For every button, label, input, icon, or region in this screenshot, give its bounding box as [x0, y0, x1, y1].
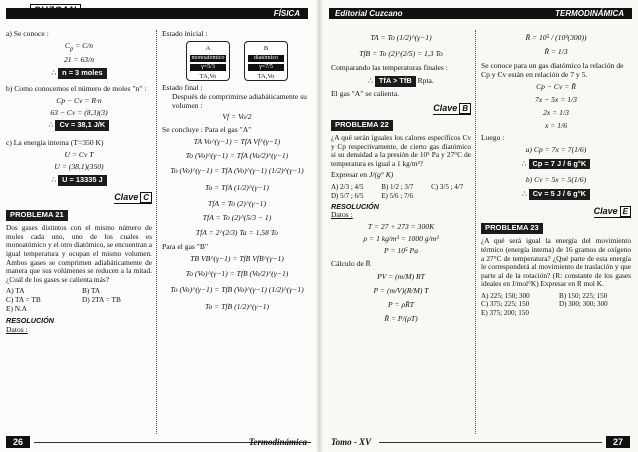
- initial-state-boxes: [162, 41, 312, 81]
- compare-box: TfA > TfB: [375, 76, 416, 87]
- eq-c3: 2x = 1/3: [543, 107, 569, 117]
- eq-21: 21 = 63/n: [63, 54, 94, 64]
- final-eq: Vf = Vo/2: [222, 111, 252, 121]
- cv-result-box: Cv = 5 J / 6 g°K: [529, 189, 590, 200]
- calc-eq: P = ρR̄T: [388, 299, 414, 309]
- result-cv-row: ∴ Cv = 38,1 J/K: [6, 120, 152, 131]
- data-eq: ρ = 1 kg/m³ = 1000 g/m³: [363, 234, 439, 244]
- option-a: A) TA: [6, 286, 25, 296]
- part-b-label: b) Como conocemos el número de moles "n" :: [6, 83, 147, 93]
- option-c: C) TA = TB: [6, 295, 41, 305]
- result-u-row: ∴ U = 13335 J: [6, 175, 152, 186]
- rpta-label: Rpta.: [417, 75, 434, 85]
- gas-a-title: A: [205, 44, 211, 52]
- gas-a-label: Se concluye : Para el gas "A": [162, 124, 252, 134]
- clave-e: [481, 206, 631, 218]
- left-footer-text: Termodinámica: [248, 437, 307, 448]
- part-c-label: c) La energía interna (T=350 K): [6, 138, 104, 148]
- part-a-label: a) Se conoce :: [6, 30, 49, 38]
- right-footer-text: Tomo - XV: [331, 437, 372, 448]
- option-a: A) 225; 150; 300: [481, 292, 530, 300]
- eq-c4: x = 1/6: [545, 120, 567, 130]
- gas-a-eq: TA Vo^(γ−1) = TfA Vf^(γ−1): [193, 136, 281, 146]
- calc-label: Cálculo de R̄: [331, 259, 371, 269]
- eq-c2: U = (38,1)(350): [54, 162, 104, 172]
- gas-a-eq: To (Vo)^(γ−1) = TfA (Vo/2)^(γ−1): [185, 150, 289, 160]
- gas-a-box: [186, 41, 230, 81]
- left-column-1: [6, 30, 152, 436]
- compare-row: ∴ TfA > TfB Rpta.: [368, 75, 434, 85]
- gas-b-eq: TB VB^(γ−1) = TfB VfB^(γ−1): [190, 254, 284, 264]
- eq-b2: 63 − Cv = (8,3)(3): [50, 107, 108, 117]
- calc-eq: P = (m/V)(R/M) T: [373, 286, 429, 296]
- option-b: B) TA: [82, 286, 101, 296]
- result-u-box: U = 13335 J: [58, 175, 106, 186]
- right-footer-rule: [379, 442, 602, 443]
- eq-cp: $C_p = C/n$: [64, 40, 94, 53]
- problem-23-title: PROBLEMA 23: [481, 223, 543, 234]
- option-d: D) 5/7 ; 6/5: [331, 191, 364, 200]
- left-column-2: [162, 30, 312, 436]
- clave-letter: E: [620, 206, 631, 217]
- final-text: Después de comprimirse adiabáticamente su volumen :: [172, 91, 307, 110]
- gas-a-eq: TfA = To (2)^(γ−1): [207, 198, 266, 208]
- option-e: E) N.A: [6, 303, 28, 313]
- eq-c2: 7x − 5x = 1/3: [535, 94, 577, 104]
- eq-tfb: TfB = To (2)^(2/5) = 1,3 To: [359, 48, 443, 58]
- gas-b-equations: [162, 255, 312, 312]
- eq-ta: TA = To (1/2)^(γ−1): [370, 33, 432, 42]
- option-a: A) 2/3 ; 4/5: [331, 183, 364, 192]
- gas-b-gamma: γ=7/5: [248, 64, 284, 71]
- left-page-number: 26: [6, 436, 30, 448]
- gas-a-eq: TfA = 2^(2/3) Ta = 1,58 To: [195, 228, 279, 238]
- estado-inicial-label: Estado inicial :: [162, 30, 208, 38]
- problem-22-options: [331, 183, 471, 200]
- right-page-number: 27: [606, 436, 630, 448]
- problem-23-options: [481, 292, 631, 317]
- result-n-box: n = 3 moles: [58, 68, 106, 79]
- eq-a: a) Cp = 7x = 7(1/6): [525, 144, 587, 154]
- units-label: Expresar en: [331, 170, 368, 180]
- conocer-text: Se conoce para un gas diatómico la relación de Cp y Cv están en relación de 7 y 5.: [481, 60, 624, 79]
- datos-label: Datos :: [331, 210, 353, 220]
- result-n-row: ∴ n = 3 moles: [6, 68, 152, 79]
- problem-21-title: PROBLEMA 21: [6, 210, 68, 221]
- option-e: E) 375; 200; 150: [481, 308, 529, 317]
- gas-a-eq: To = TfA (1/2)^(γ−1): [205, 182, 269, 192]
- gas-a-eq: TfA = To (2)^(5/3 − 1): [202, 213, 272, 223]
- option-e: E) 5/6 ; 7/6: [381, 191, 413, 200]
- gas-b-type: diatómico: [248, 55, 284, 62]
- gas-a-eq: To (Vo)^(γ−1) = TfA (Vo)^(γ−1) (1/2)^(γ−1): [170, 165, 304, 175]
- clave-word: Clave: [593, 205, 618, 216]
- right-column-divider: [475, 30, 476, 434]
- eq-c1: U = Cv T: [64, 150, 94, 160]
- resolucion-heading: RESOLUCIÓN: [6, 316, 54, 326]
- luego-label: Luego :: [481, 132, 505, 142]
- estado-final-label: Estado final :: [162, 82, 203, 92]
- option-b: B) 150; 225; 150: [559, 292, 608, 300]
- gas-b-vars: TA,Vo: [257, 72, 275, 80]
- gas-a-equations: [162, 138, 312, 239]
- gas-a-type: monoatómico: [191, 54, 225, 61]
- problem-21-options: [6, 287, 152, 313]
- conclusion: El gas "A" se calienta.: [331, 88, 399, 98]
- right-column-2: [481, 30, 631, 436]
- left-header-bar: [6, 8, 308, 19]
- units-value: J/(g° K): [368, 170, 394, 180]
- result-cv-box: Cv = 38,1 J/K: [55, 120, 109, 131]
- gas-b-eq: To = TfB (1/2)^(γ−1): [204, 302, 270, 312]
- eq-b: b) Cv = 5x = 5(1/6): [525, 175, 587, 185]
- calc-eq: R̄ = P/(ρT): [384, 313, 418, 323]
- problem-23-text: ¿A qué será igual la energía del movimiento térmico (energía interna) de 16 gramos de oxígeno a 27°C de temperatura? ¿Qué parte de esta energía le corresponderá al movimiento de traslación y que parte al de la rotación? (R: constante de los gases ideales en J/mol°K) Expresar en R mol K.: [481, 236, 631, 289]
- gas-b-label: Para el gas "B": [162, 242, 209, 252]
- data-eq: P = 10⁵ Pa: [384, 246, 418, 256]
- problem-21-text: Dos gases distintos con el mismo número de moles cada uno, uno de los cuales es monoatómico y el otro diatómico, se encuentran a igual temperatura y ocupan el mismo volumen. Ambos gases se comprimen adiabáticamente de manera que sus volúmenes se reducen a la mitad. ¿Cuál de los gases se calienta más?: [6, 223, 152, 284]
- clave-letter: B: [459, 103, 471, 114]
- book-spine: [316, 0, 323, 452]
- option-d: D) 300; 300; 300: [559, 300, 608, 309]
- calc-eq: PV = (m/M) RT: [377, 272, 425, 282]
- eq-b1: Cp − Cv = R·n: [56, 95, 102, 105]
- datos-label: Datos :: [6, 324, 28, 334]
- gas-b-eq: To (Vo)^(γ−1) = TfB (Vo)^(γ−1) (1/2)^(γ−1): [170, 285, 304, 295]
- compare-text: Comparando las temperaturas finales :: [331, 62, 448, 72]
- problem-22-text: ¿A qué serán iguales los calores específicos Cv y Cp respectivamente, de cierto gas diatómico si su densidad a la presión de 10⁵ Pa y 27°C de temperatura es igual a 1 kg/m³?: [331, 132, 471, 168]
- option-b: B) 1/2 ; 3/7: [381, 183, 414, 192]
- gas-b-eq: To (Vo)^(γ−1) = TfB (Vo/2)^(γ−1): [185, 269, 289, 279]
- option-c: C) 3/5 ; 4/7: [431, 183, 464, 192]
- gas-b-title: B: [263, 44, 269, 52]
- right-header-publisher: Editorial Cuzcano: [335, 9, 403, 18]
- left-header-label: FÍSICA: [273, 9, 300, 18]
- option-d: D) 2TA = TB: [82, 295, 121, 305]
- clave-letter: C: [140, 192, 152, 203]
- units-row: [331, 171, 471, 180]
- gas-a-vars: TA,Vo: [199, 72, 217, 80]
- cv-result-row: ∴ Cv = 5 J / 6 g°K: [481, 189, 631, 200]
- right-header-bar: [329, 8, 632, 19]
- gas-a-gamma: γ=5/3: [190, 64, 226, 71]
- clave-c: [6, 192, 152, 204]
- clave-b: [331, 103, 471, 115]
- clave-word: Clave: [433, 102, 458, 113]
- eq-r2: R̄ = 1/3: [544, 46, 568, 56]
- gas-b-box: [244, 41, 288, 81]
- cp-result-box: Cp = 7 J / 6 g°K: [529, 159, 591, 170]
- data-eq: T = 27 + 273 = 300K: [367, 222, 435, 232]
- eq-c1: Cp − Cv = R̄: [536, 81, 576, 91]
- resolucion-heading: RESOLUCIÓN: [331, 201, 379, 211]
- right-page: [319, 0, 638, 452]
- clave-word: Clave: [114, 191, 139, 202]
- left-column-divider: [156, 30, 157, 434]
- right-header-label: TERMODINÁMICA: [555, 9, 624, 18]
- option-c: C) 375; 225; 150: [481, 300, 530, 309]
- eq-r1: R̄ = 10⁵ / (10³(300)): [525, 33, 587, 42]
- cp-result-row: ∴ Cp = 7 J / 6 g°K: [481, 159, 631, 170]
- right-column-1: [331, 30, 471, 436]
- problem-22-title: PROBLEMA 22: [331, 120, 393, 131]
